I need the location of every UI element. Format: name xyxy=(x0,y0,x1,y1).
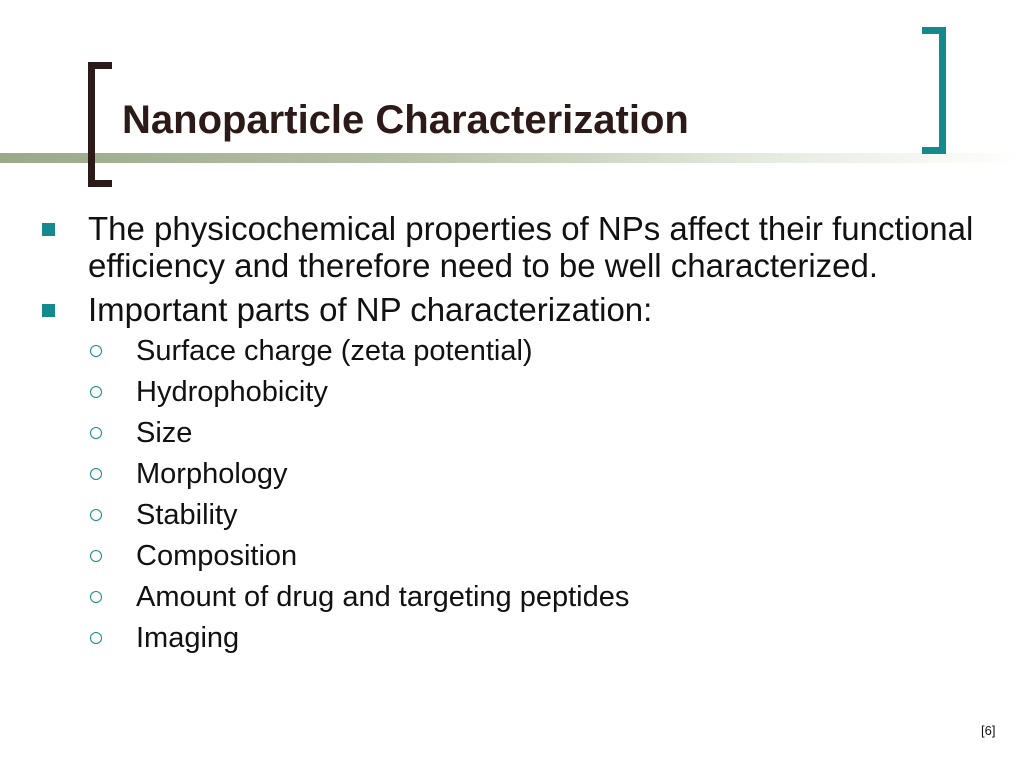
sub-bullet-text: Morphology xyxy=(136,458,288,490)
circle-bullet-icon xyxy=(90,550,102,562)
sub-bullet-text: Amount of drug and targeting peptides xyxy=(136,581,630,613)
sub-bullet-text: Composition xyxy=(136,540,298,572)
bullet-text: Important parts of NP characterization: xyxy=(88,291,653,328)
sub-bullet-item xyxy=(40,376,1000,417)
sub-bullet-text: Surface charge (zeta potential) xyxy=(136,335,533,367)
bullet-item xyxy=(40,291,1000,328)
circle-bullet-icon xyxy=(90,468,102,480)
sub-bullet-item xyxy=(40,622,1000,663)
sub-bullet-text: Size xyxy=(136,417,193,449)
sub-bullet-text: Imaging xyxy=(136,622,240,654)
slide-content xyxy=(40,210,1000,663)
bullet-item xyxy=(40,210,1000,284)
sub-bullet-item xyxy=(40,540,1000,581)
square-bullet-icon xyxy=(42,223,55,236)
circle-bullet-icon xyxy=(90,509,102,521)
footnote-reference: [6] xyxy=(981,723,996,738)
sub-bullet-item xyxy=(40,417,1000,458)
left-bracket-decoration xyxy=(88,62,112,187)
square-bullet-icon xyxy=(42,304,55,317)
title-underline-bar xyxy=(0,153,1024,163)
sub-bullet-item xyxy=(40,581,1000,622)
bullet-text: The physicochemical properties of NPs affect their functional efficiency and therefore need to be well characterized. xyxy=(88,210,974,284)
circle-bullet-icon xyxy=(90,427,102,439)
slide-title: Nanoparticle Characterization xyxy=(122,98,689,142)
circle-bullet-icon xyxy=(90,386,102,398)
circle-bullet-icon xyxy=(90,591,102,603)
sub-bullet-item xyxy=(40,335,1000,376)
right-bracket-decoration xyxy=(922,27,946,154)
sub-bullet-text: Hydrophobicity xyxy=(136,376,328,408)
circle-bullet-icon xyxy=(90,632,102,644)
circle-bullet-icon xyxy=(90,345,102,357)
sub-bullet-text: Stability xyxy=(136,499,238,531)
sub-bullet-item xyxy=(40,458,1000,499)
sub-bullet-list xyxy=(40,335,1000,663)
sub-bullet-item xyxy=(40,499,1000,540)
